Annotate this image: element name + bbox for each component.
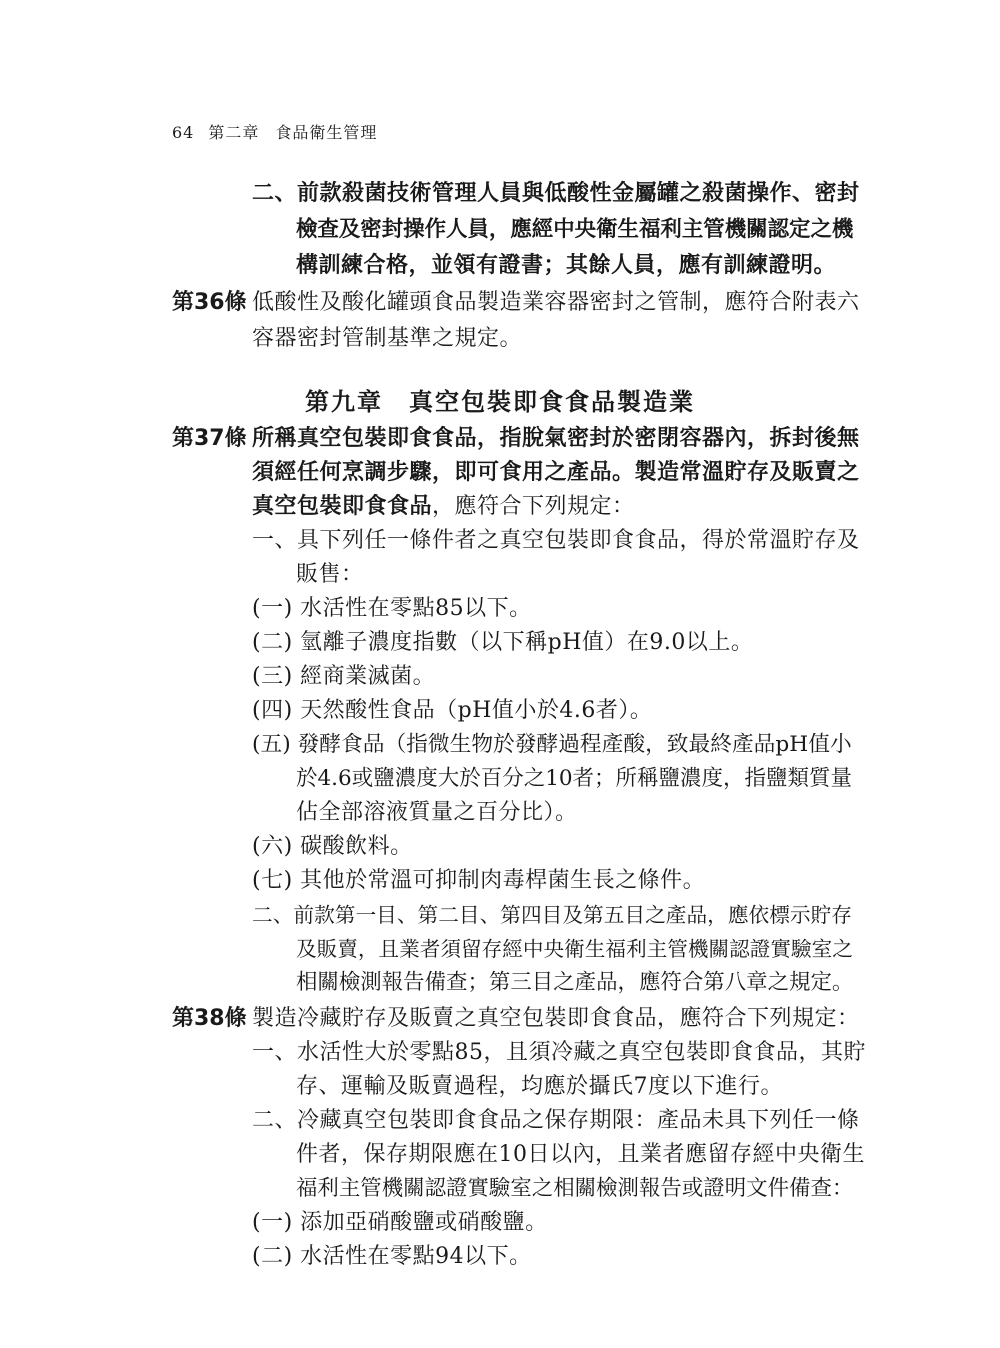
art38-item2-line2: 件者，保存期限應在10日以內，且業者應留存經中央衛生 bbox=[296, 1142, 865, 1167]
art37-item2-line2: 及販賣，且業者須留存經中央衛生福利主管機關認證實驗室之 bbox=[296, 937, 853, 961]
art37-sub5-line3: 佔全部溶液質量之百分比）。 bbox=[296, 800, 578, 825]
art38-item1-line1: 一、水活性大於零點85，且須冷藏之真空包裝即食食品，其貯 bbox=[252, 1040, 866, 1065]
art37-item1-line1: 一、具下列任一條件者之真空包裝即食食品，得於常溫貯存及 bbox=[252, 528, 860, 553]
art35-item2-line2: 檢查及密封操作人員，應經中央衛生福利主管機關認定之機 bbox=[296, 217, 854, 242]
art37-sub7: (七) 其他於常溫可抑制肉毒桿菌生長之條件。 bbox=[252, 868, 706, 893]
art37-line3 bbox=[252, 492, 635, 522]
art38-item2-line1: 二、冷藏真空包裝即食食品之保存期限：產品未具下列任一條 bbox=[252, 1108, 860, 1133]
art37-sub2: (二) 氫離子濃度指數（以下稱pH值）在9.0以上。 bbox=[252, 630, 754, 655]
art37-sub6: (六) 碳酸飲料。 bbox=[252, 834, 413, 859]
art37-sub5-line2: 於4.6或鹽濃度大於百分之10者；所稱鹽濃度，指鹽類質量 bbox=[296, 766, 853, 791]
art38-item1-line2: 存、運輸及販賣過程，均應於攝氏7度以下進行。 bbox=[296, 1074, 783, 1099]
art37-label: 第37條 bbox=[172, 426, 247, 451]
art37-sub5-line1: (五) 發酵食品（指微生物於發酵過程產酸，致最終產品pH值小 bbox=[252, 732, 852, 757]
art36-label: 第36條 bbox=[172, 290, 247, 315]
art37-line3-bold: 真空包裝即食食品 bbox=[252, 494, 433, 519]
art37-line3-rest: ，應符合下列規定： bbox=[432, 494, 635, 519]
page-number: 64 bbox=[172, 123, 195, 142]
chapter-heading-number: 第九章 bbox=[305, 388, 383, 416]
header-chapter-title: 食品衛生管理 bbox=[275, 123, 378, 142]
art37-item2-line3: 相關檢測報告備查；第三目之產品，應符合第八章之規定。 bbox=[296, 970, 854, 995]
art37-sub1: (一) 水活性在零點85以下。 bbox=[252, 596, 532, 621]
running-header bbox=[172, 120, 377, 143]
art35-item2-line1: 二、前款殺菌技術管理人員與低酸性金屬罐之殺菌操作、密封 bbox=[252, 181, 860, 206]
art38-label: 第38條 bbox=[172, 1006, 247, 1031]
art37-sub3: (三) 經商業滅菌。 bbox=[252, 664, 436, 689]
art38-line1: 製造冷藏貯存及販賣之真空包裝即食食品，應符合下列規定： bbox=[252, 1006, 860, 1031]
chapter-heading bbox=[0, 382, 1000, 417]
chapter-heading-title: 真空包裝即食食品製造業 bbox=[409, 388, 695, 416]
art36-line1: 低酸性及酸化罐頭食品製造業容器密封之管制，應符合附表六 bbox=[252, 290, 860, 315]
art37-line2: 須經任何烹調步驟，即可食用之產品。製造常溫貯存及販賣之 bbox=[252, 460, 860, 485]
art37-sub4: (四) 天然酸性食品（pH值小於4.6者）。 bbox=[252, 698, 653, 723]
art35-item2-line3: 構訓練合格，並領有證書；其餘人員，應有訓練證明。 bbox=[296, 253, 837, 278]
art37-item1-line2: 販售： bbox=[296, 562, 364, 587]
art37-item2-line1: 二、前款第一目、第二目、第四目及第五目之產品，應依標示貯存 bbox=[252, 903, 852, 927]
art38-sub2: (二) 水活性在零點94以下。 bbox=[252, 1244, 532, 1269]
art36-line2: 容器密封管制基準之規定。 bbox=[252, 326, 523, 351]
art37-line1: 所稱真空包裝即食食品，指脫氣密封於密閉容器內，拆封後無 bbox=[252, 426, 860, 451]
art38-item2-line3: 福利主管機關認證實驗室之相關檢測報告或證明文件備查： bbox=[296, 1176, 854, 1201]
art38-sub1: (一) 添加亞硝酸鹽或硝酸鹽。 bbox=[252, 1210, 548, 1235]
header-chapter: 第二章 bbox=[208, 123, 260, 142]
